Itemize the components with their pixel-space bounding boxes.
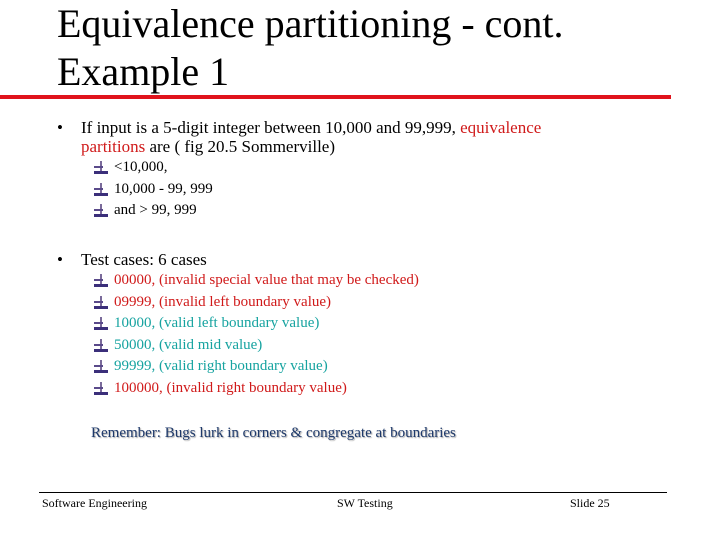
list-item-text: 10,000 - 99, 999 <box>114 180 213 197</box>
list-item-text: and > 99, 999 <box>114 202 197 218</box>
list-item-text: 00000, (invalid special value that may be checked) <box>114 272 419 288</box>
title-divider <box>0 95 671 99</box>
bullet-marker-icon <box>93 360 109 374</box>
list-item-text: 50000, (valid mid value) <box>114 336 263 353</box>
bullet-marker-icon <box>93 382 109 396</box>
bullet-marker-icon <box>93 317 109 331</box>
list-item-text: 100000, (invalid right boundary value) <box>114 379 347 396</box>
bullet-2-text: Test cases: 6 cases <box>81 250 207 269</box>
bullet-marker-icon <box>93 183 109 197</box>
bullet-marker-icon <box>93 296 109 310</box>
footer-divider <box>39 492 667 493</box>
list-item-text: <10,000, <box>114 159 168 175</box>
title-line-1: Equivalence partitioning - cont. <box>57 1 564 46</box>
list-item-text: 99999, (valid right boundary value) <box>114 358 328 374</box>
bullet-marker-icon <box>93 204 109 218</box>
footer-topic: SW Testing <box>337 496 393 510</box>
bullet-marker-icon <box>93 339 109 353</box>
slide-title <box>57 0 697 96</box>
list-item-text: 09999, (invalid left boundary value) <box>114 293 332 310</box>
remember-note: Remember: Bugs lurk in corners & congregate at boundaries <box>91 425 456 441</box>
footer-course: Software Engineering <box>42 496 147 510</box>
footer-slide-number: Slide 25 <box>570 496 610 510</box>
list-item-text: 10000, (valid left boundary value) <box>114 315 320 331</box>
bullet-marker-icon <box>93 274 109 288</box>
bullet-dot: • <box>57 118 63 137</box>
bullet-marker-icon <box>93 161 109 175</box>
bullet-1-text: If input is a 5-digit integer between 10,000 and 99,999, equivalence partitions are ( fig 20.5 Sommerville) <box>81 118 542 156</box>
title-line-2: Example 1 <box>57 49 230 94</box>
bullet-dot: • <box>57 250 63 269</box>
